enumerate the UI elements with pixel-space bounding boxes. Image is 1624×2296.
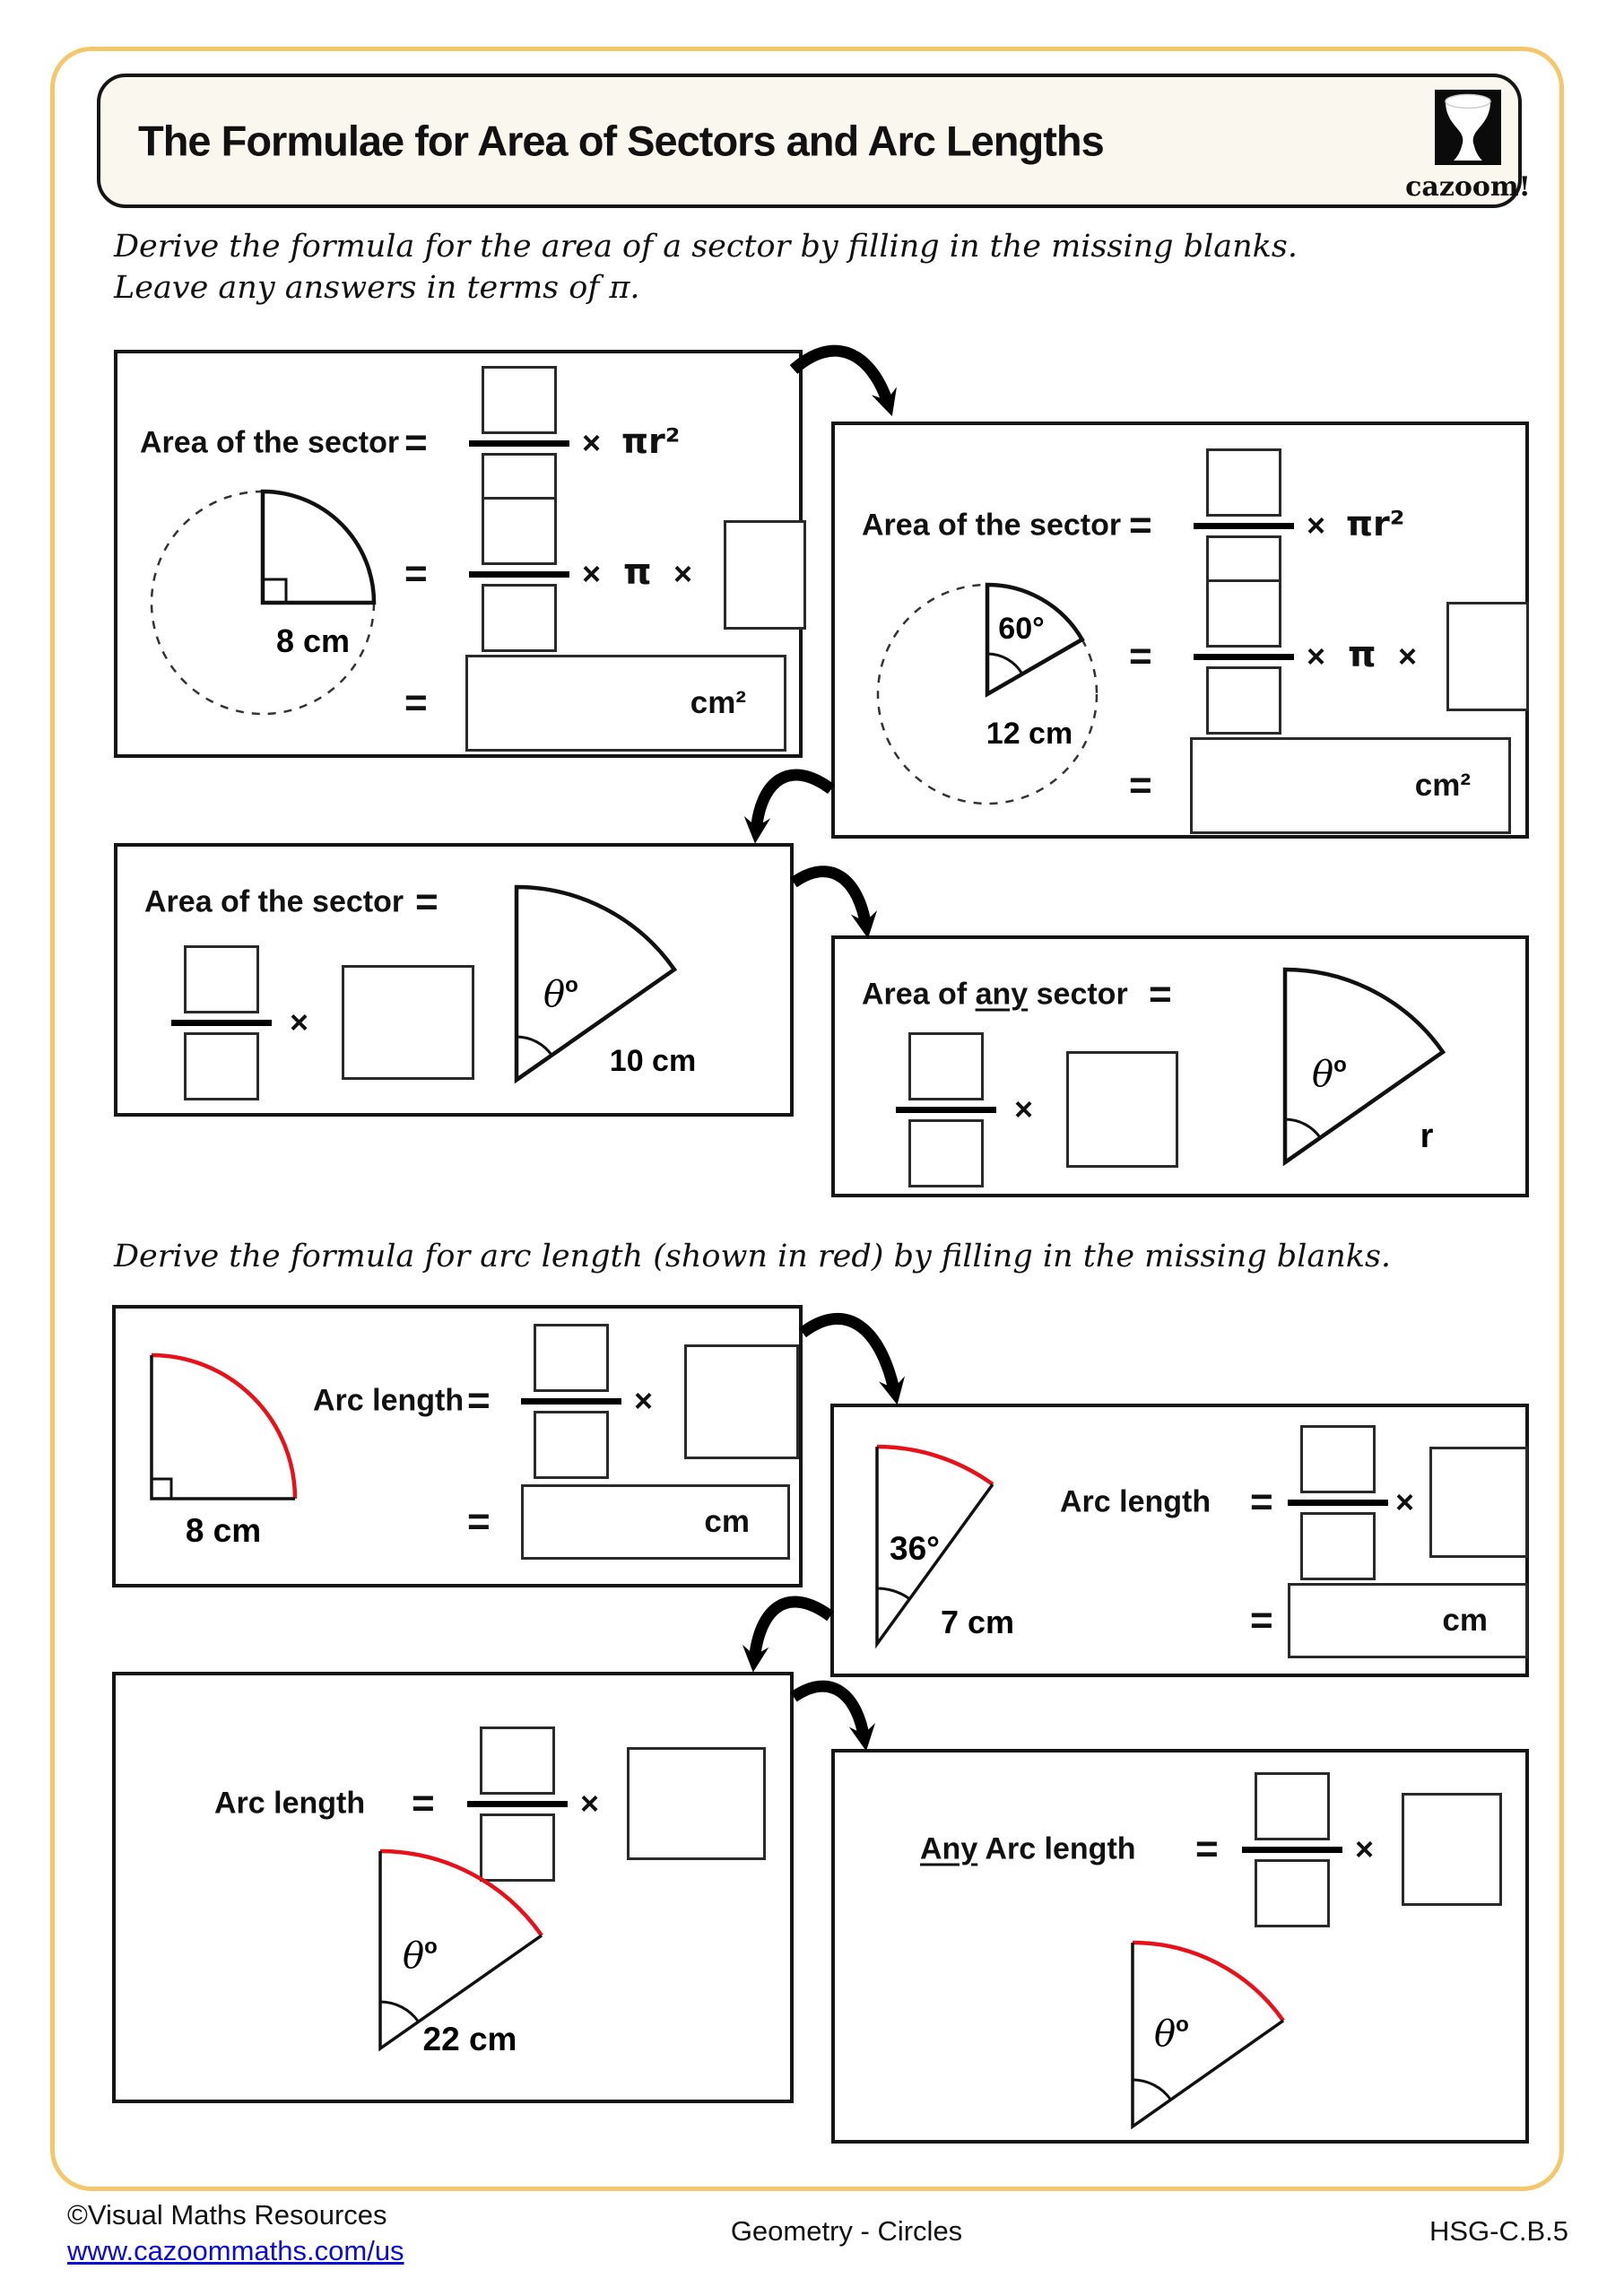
box1-equals-2: =	[404, 552, 428, 596]
box3-label: Area of the sector	[144, 884, 404, 919]
box3-equals: =	[415, 880, 439, 924]
box4-times: ×	[1014, 1091, 1034, 1127]
box8-times: ×	[1355, 1831, 1375, 1867]
fraction-bar	[171, 1020, 272, 1026]
box2-pi-r-squared: πr²	[1346, 504, 1405, 544]
box3-radius-label: 10 cm	[609, 1044, 697, 1078]
box5-label: Arc length	[313, 1383, 465, 1418]
fraction-bar	[896, 1107, 996, 1113]
theta-label: $\theta^o$	[1154, 2013, 1189, 2055]
instruction-arc	[114, 1236, 1391, 1277]
blank-value[interactable]	[1446, 602, 1529, 711]
box5-fraction	[521, 1324, 621, 1479]
box2-times-1: ×	[1307, 507, 1326, 544]
box2-radius-label: 12 cm	[986, 717, 1073, 751]
box6-angle-label: 36°	[890, 1530, 940, 1567]
box6-equals-2: =	[1250, 1598, 1273, 1642]
box3-fraction	[171, 945, 272, 1100]
box7-sector-diagram	[322, 1837, 600, 2106]
blank-value[interactable]	[627, 1747, 766, 1860]
answer-box[interactable]	[521, 1484, 790, 1560]
blank-numerator[interactable]	[908, 1032, 984, 1100]
footer-copyright: ©Visual Maths Resources	[67, 2199, 387, 2231]
fraction-bar	[1242, 1847, 1342, 1853]
fraction-bar	[521, 1398, 621, 1405]
blank-numerator[interactable]	[1206, 448, 1281, 517]
fraction-bar	[469, 571, 569, 578]
box5-times: ×	[634, 1382, 654, 1419]
cazoom-logo	[1392, 90, 1544, 203]
footer-topic: Geometry - Circles	[730, 2215, 963, 2247]
box2-sector-diagram	[848, 560, 1126, 838]
blank-numerator[interactable]	[482, 366, 557, 434]
blank-numerator[interactable]	[534, 1324, 609, 1392]
answer-box[interactable]	[1190, 737, 1511, 834]
sector-area-box-3	[114, 843, 794, 1117]
box1-times-1: ×	[582, 424, 602, 461]
box1-times-2: ×	[582, 555, 602, 592]
box5-equals-1: =	[467, 1378, 491, 1422]
cazoom-wordmark: cazoom!	[1405, 171, 1531, 203]
blank-numerator[interactable]	[1300, 1425, 1376, 1493]
theta-label: $\theta^o$	[543, 973, 578, 1015]
page-title: The Formulae for Area of Sectors and Arc Lengths	[138, 117, 1104, 165]
blank-value[interactable]	[1402, 1793, 1502, 1906]
box2-equals-3: =	[1129, 763, 1152, 807]
box4-label-pre: Area of	[862, 977, 976, 1012]
blank-value[interactable]	[1066, 1051, 1178, 1168]
blank-denominator[interactable]	[534, 1411, 609, 1479]
box1-fraction-2	[469, 497, 569, 652]
footer-link[interactable]: www.cazoommaths.com/us	[67, 2235, 404, 2266]
box3-times: ×	[290, 1004, 309, 1040]
box1-equals-3: =	[404, 681, 428, 725]
box2-angle-label: 60°	[998, 612, 1045, 646]
box8-label	[920, 1832, 1136, 1867]
box7-equals: =	[412, 1781, 435, 1825]
sector-area-box-1	[114, 350, 803, 758]
instruction-area	[114, 226, 1298, 309]
sector-area-box-4	[831, 935, 1529, 1197]
title-banner	[97, 74, 1531, 208]
arc-length-box-8	[831, 1749, 1529, 2144]
box8-label-any: Any	[920, 1831, 978, 1866]
box6-label: Arc length	[1060, 1484, 1211, 1519]
blank-numerator[interactable]	[1206, 579, 1281, 648]
blank-value[interactable]	[724, 520, 806, 630]
instruction-area-line1: Derive the formula for the area of a sector by filling in the missing blanks.	[114, 229, 1298, 265]
theta-label: $\theta^o$	[1312, 1053, 1347, 1095]
box1-pi: π	[623, 552, 652, 593]
right-angle-mark	[152, 1479, 171, 1499]
box4-label	[862, 978, 1128, 1013]
blank-denominator[interactable]	[482, 584, 557, 652]
answer-box[interactable]	[465, 655, 786, 752]
box1-equals-1: =	[404, 421, 428, 465]
box1-sector-diagram	[126, 474, 404, 752]
fraction-bar	[1194, 523, 1294, 529]
box6-radius-label: 7 cm	[940, 1604, 1015, 1640]
box4-label-any: any	[975, 977, 1029, 1012]
instruction-area-line2: Leave any answers in terms of π.	[114, 270, 640, 307]
box1-times-3: ×	[673, 555, 693, 592]
unit-label: cm²	[690, 685, 746, 720]
box5-radius-label: 8 cm	[185, 1512, 262, 1549]
sector-area-box-2	[831, 422, 1529, 839]
blank-numerator[interactable]	[184, 945, 259, 1013]
answer-box[interactable]	[1288, 1583, 1528, 1658]
blank-denominator[interactable]	[1206, 666, 1281, 735]
red-arc	[1133, 1943, 1283, 2021]
box2-times-3: ×	[1398, 638, 1418, 674]
blank-value[interactable]	[684, 1344, 799, 1459]
box2-times-2: ×	[1307, 638, 1326, 674]
blank-numerator[interactable]	[1255, 1772, 1330, 1840]
fraction-bar	[1288, 1500, 1388, 1506]
cazoom-drum-icon	[1435, 90, 1501, 165]
angle-arc	[380, 2002, 419, 2022]
box8-sector-diagram	[1077, 1918, 1355, 2147]
box2-fraction-2	[1194, 579, 1294, 735]
angle-arc	[877, 1588, 909, 1599]
box8-label-post: Arc length	[977, 1831, 1136, 1866]
blank-numerator[interactable]	[482, 497, 557, 565]
box6-times: ×	[1395, 1483, 1415, 1520]
sector-outline	[1285, 970, 1443, 1162]
box7-radius-label: 22 cm	[422, 2021, 517, 2057]
box5-equals-2: =	[467, 1500, 491, 1544]
red-arc	[152, 1355, 295, 1499]
box4-label-post: sector	[1028, 977, 1128, 1012]
unit-label: cm	[1442, 1603, 1488, 1638]
footer-standard-code: HSG-C.B.5	[1429, 2215, 1568, 2247]
box4-sector-diagram	[1265, 950, 1533, 1199]
red-arc	[380, 1851, 542, 1935]
box8-equals: =	[1195, 1827, 1219, 1871]
blank-numerator[interactable]	[480, 1726, 555, 1795]
box6-fraction	[1288, 1425, 1388, 1580]
fraction-bar	[467, 1801, 568, 1807]
unit-label: cm²	[1414, 768, 1471, 803]
blank-denominator[interactable]	[908, 1119, 984, 1187]
box1-radius-label: 8 cm	[275, 622, 351, 659]
box1-label: Area of the sector	[140, 425, 400, 460]
box4-fraction	[896, 1032, 996, 1187]
blank-value[interactable]	[342, 965, 474, 1080]
quarter-sector-outline	[263, 491, 374, 603]
blank-value[interactable]	[1429, 1447, 1528, 1558]
box8-fraction	[1242, 1772, 1342, 1927]
arc-length-box-7	[112, 1672, 794, 2103]
box2-label: Area of the sector	[862, 508, 1122, 543]
blank-denominator[interactable]	[1300, 1512, 1376, 1580]
box3-sector-diagram	[499, 863, 790, 1114]
box2-equals-2: =	[1129, 634, 1152, 678]
box5-sector-diagram	[138, 1335, 362, 1578]
unit-label: cm	[704, 1504, 750, 1539]
fraction-bar	[1194, 654, 1294, 660]
box4-equals: =	[1149, 972, 1172, 1016]
box1-pi-r-squared: πr²	[621, 422, 681, 461]
box4-radius-label: r	[1420, 1118, 1434, 1155]
blank-denominator[interactable]	[184, 1032, 259, 1100]
box6-equals-1: =	[1250, 1480, 1273, 1524]
box7-label: Arc length	[214, 1786, 366, 1821]
blank-denominator[interactable]	[1255, 1859, 1330, 1927]
box6-sector-diagram	[850, 1418, 1065, 1674]
fraction-bar	[469, 440, 569, 447]
arc-length-box-5	[112, 1305, 803, 1587]
box2-pi: π	[1348, 634, 1376, 675]
box7-times: ×	[580, 1785, 600, 1822]
arc-length-box-6	[830, 1404, 1529, 1677]
red-arc	[877, 1447, 993, 1484]
angle-arc	[1133, 2080, 1171, 2100]
box2-equals-1: =	[1129, 503, 1152, 547]
instruction-arc-line: Derive the formula for arc length (shown in red) by filling in the missing blanks.	[114, 1239, 1392, 1274]
theta-label: $\theta^o$	[403, 1935, 438, 1977]
